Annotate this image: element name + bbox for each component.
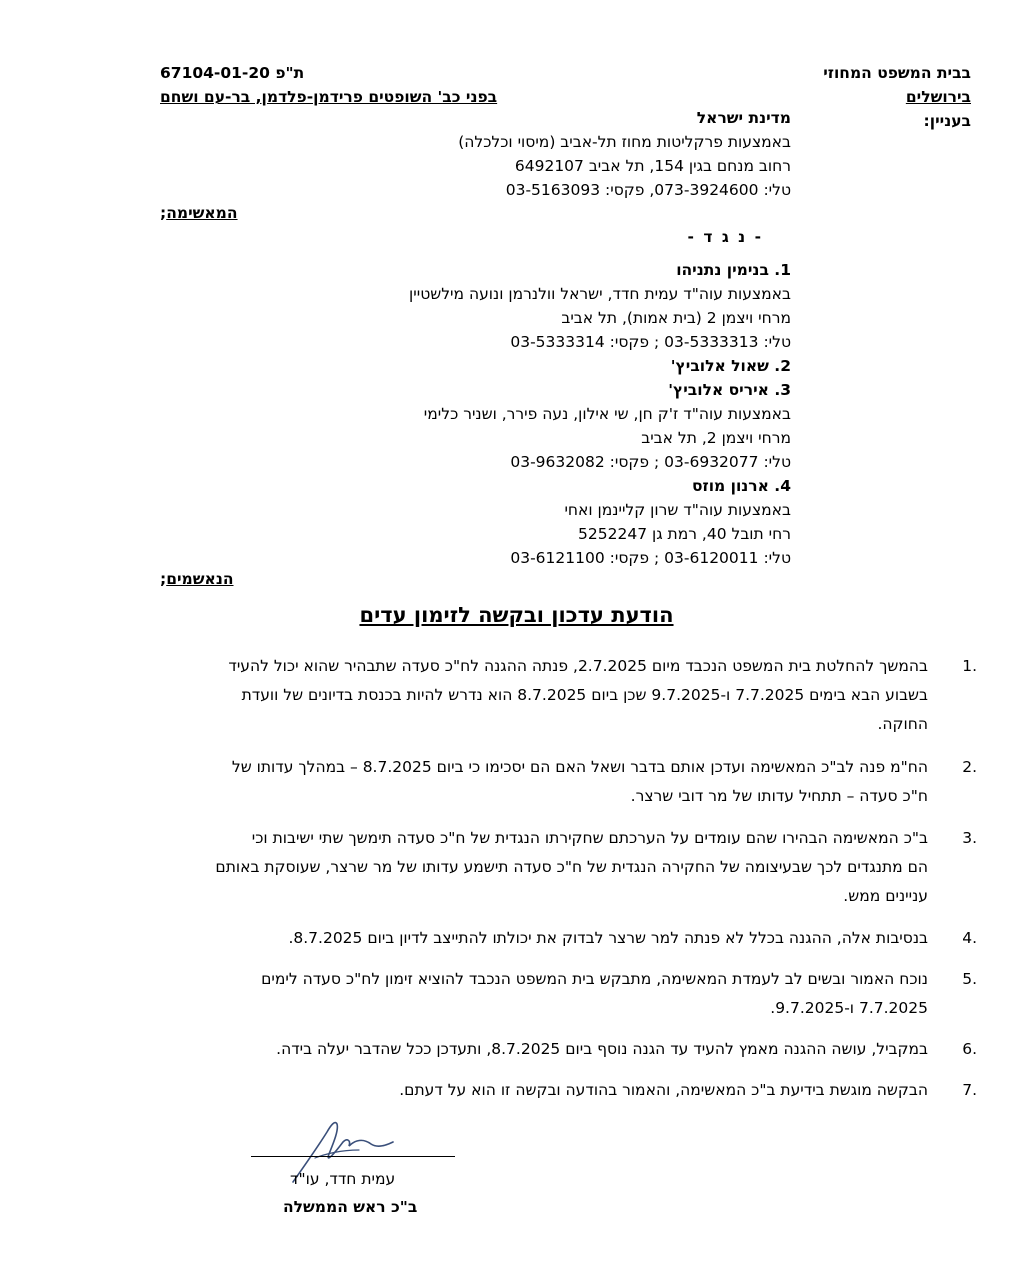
paragraph-line: ב"כ המאשימה הבהירו שהם עומדים על הערכתם שחקירתו הנגדית של ח"כ סעדה תימשך שתי ישיבות וכי: [251, 829, 928, 847]
defendant-line: רחי תובל 40, רמת גן 5252247: [578, 525, 791, 543]
signer-name: עמית חדד, עו"ד: [290, 1170, 396, 1188]
paragraph-4: [123, 924, 977, 953]
defendant-line: טלי: 03-6932077 ; פקסי: 03-9632082: [510, 453, 791, 471]
paragraph-line: הבקשה מוגשת בידיעת ב"כ המאשימה, והאמור בהודעה ובקשה זו הוא על דעתם.: [399, 1081, 928, 1099]
defendant-name: 3. איריס אלוביץ': [668, 381, 791, 399]
document-title: הודעת עדכון ובקשה לזימון עדים: [359, 603, 674, 627]
paragraph-5: [123, 965, 977, 1023]
defendants-block: [409, 258, 791, 570]
paragraph-line: הח"מ פנה לב"כ המאשימה ועדכן אותם בדבר ושאל האם הם יסכימו כי ביום 8.7.2025 – במהלך עדותו של: [231, 758, 928, 776]
role-suffix: ;: [160, 570, 167, 588]
paragraph-line: נוכח האמור ובשים לב לעמדת המאשימה, מתבקש בית המשפט הנכבד להוציא זימון לח"כ סעדה לימים: [261, 970, 928, 988]
defendant-line: באמצעות עוה"ד שרון קליינמן ואחי: [564, 501, 791, 519]
defendant-name: 4. ארנון מוזס: [691, 477, 791, 495]
paragraph-line: 7.7.2025 ו-9.7.2025.: [770, 999, 928, 1017]
defendant-line: באמצעות עוה"ד ז'ק חן, שי אילון, נעה פירר, ושניר כלימי: [423, 405, 791, 423]
signer-role: ב"כ ראש הממשלה: [283, 1198, 418, 1216]
paragraph-line: הם מתנגדים לכך שבעיצומה של החקירה הנגדית של ח"כ סעדה תישמע עדותו של מר שרצר, שעוסקת באותם: [215, 858, 928, 876]
paragraph-line: בנסיבות אלה, ההגנה בכלל לא פנתה למר שרצר לבדוק את יכולתו להתייצב לדיון ביום 8.7.2025.: [288, 929, 928, 947]
paragraph-number: .4: [962, 929, 977, 947]
defendant-line: טלי: 03-6120011 ; פקסי: 03-6121100: [510, 549, 791, 567]
judges-line: בפני כב' השופטים פרידמן-פלדמן, בר-עם ושחם: [160, 88, 498, 106]
paragraph-2: [123, 753, 977, 811]
paragraph-number: .7: [962, 1081, 977, 1099]
defendant-name: 2. שאול אלוביץ': [670, 357, 791, 375]
prosecution-block: [458, 106, 791, 202]
paragraph-line: החוקה.: [877, 715, 928, 733]
prosecution-line: רחוב מנחם בגין 154, תל אביב 6492107: [514, 157, 791, 175]
paragraph-line: בשבוע הבא בימים 7.7.2025 ו-9.7.2025 שכן ביום 8.7.2025 הוא נדרש להיות בכנסת בדיונים של וועדת: [241, 686, 928, 704]
role-suffix: ;: [160, 204, 167, 222]
defendant-name: 1. בנימין נתניהו: [676, 261, 791, 279]
defendant-line: מרחי ויצמן 2, תל אביב: [641, 429, 791, 447]
paragraph-line: בהמשך להחלטת בית המשפט הנכבד מיום 2.7.2025, פנתה ההגנה לח"כ סעדה שתבהיר שהוא יכול להעיד: [228, 657, 928, 675]
paragraph-line: במקביל, עושה ההגנה מאמץ להעיד עד הגנה נוסף ביום 8.7.2025, ותעדכן ככל שהדבר יעלה בידה.: [276, 1040, 928, 1058]
prosecution-role: המאשימה: [166, 204, 238, 222]
defendant-line: מרחי ויצמן 2 (בית אמות), תל אביב: [561, 309, 791, 327]
prosecution-line: טלי: 073-3924600, פקסי: 03-5163093: [505, 181, 791, 199]
prosecution-name: מדינת ישראל: [696, 109, 791, 127]
paragraph-number: .5: [962, 970, 977, 988]
defendants-role: הנאשמים: [166, 570, 234, 588]
paragraph-number: .3: [962, 829, 977, 847]
versus-label: - נ ג ד -: [687, 228, 763, 246]
paragraph-6: [123, 1035, 977, 1064]
defendant-line: באמצעות עוה"ד עמית חדד, ישראל וולנרמן ונועה מילשטיין: [409, 285, 791, 303]
prosecution-line: באמצעות פרקליטות מחוז תל-אביב (מיסוי וכלכלה): [458, 133, 791, 151]
paragraph-number: .6: [962, 1040, 977, 1058]
signature-line: [251, 1156, 455, 1157]
paragraph-line: ח"כ סעדה – תתחיל עדותו של מר דובי שרצר.: [630, 787, 928, 805]
defendants-role-label: [160, 570, 234, 588]
paragraph-number: .1: [962, 657, 977, 675]
paragraph-3: [123, 824, 977, 911]
defendant-line: טלי: 03-5333313 ; פקסי: 03-5333314: [510, 333, 791, 351]
paragraph-line: עניינים ממש.: [843, 887, 928, 905]
court-name: בבית המשפט המחוזי: [823, 64, 971, 82]
re-label: בעניין:: [923, 112, 971, 130]
paragraph-number: .2: [962, 758, 977, 776]
case-number: ת"פ 67104-01-20: [160, 64, 305, 82]
paragraph-7: [123, 1076, 977, 1105]
court-city: בירושלים: [905, 88, 971, 106]
prosecution-role-label: [160, 204, 238, 222]
paragraph-1: [123, 652, 977, 739]
